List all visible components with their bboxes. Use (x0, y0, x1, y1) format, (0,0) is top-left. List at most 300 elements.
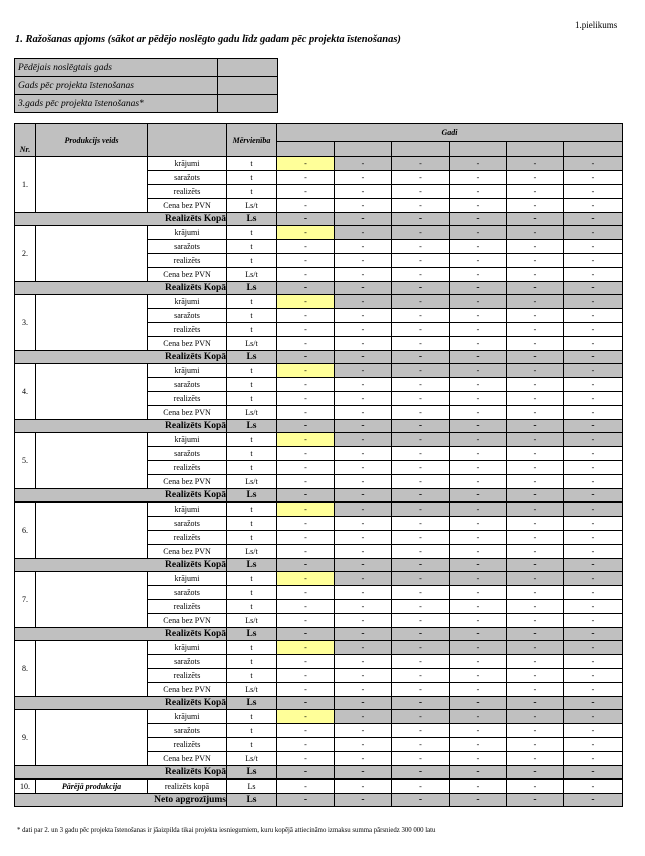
value-cell[interactable]: - (507, 240, 564, 254)
value-cell[interactable]: - (564, 669, 623, 683)
value-cell[interactable]: - (392, 641, 450, 655)
value-cell[interactable]: - (277, 655, 335, 669)
value-cell[interactable]: - (277, 295, 335, 309)
value-cell[interactable]: - (450, 295, 507, 309)
value-cell[interactable]: - (564, 240, 623, 254)
value-cell[interactable]: - (450, 710, 507, 724)
value-cell[interactable]: - (450, 254, 507, 268)
value-cell[interactable]: - (335, 433, 392, 447)
value-cell[interactable]: - (564, 392, 623, 406)
unit-cell: t (227, 323, 277, 337)
value-cell[interactable]: - (335, 655, 392, 669)
value-cell[interactable]: - (564, 545, 623, 559)
value-cell[interactable]: - (335, 268, 392, 282)
value-cell[interactable]: - (450, 378, 507, 392)
value-cell[interactable]: - (507, 157, 564, 171)
value-cell[interactable]: - (392, 323, 450, 337)
unit-cell: Ls/t (227, 683, 277, 697)
total-value: - (507, 628, 564, 641)
value-cell[interactable]: - (450, 157, 507, 171)
production-table (14, 123, 623, 807)
value-cell[interactable]: - (564, 364, 623, 378)
value-cell[interactable]: - (564, 738, 623, 752)
value-cell[interactable]: - (392, 683, 450, 697)
value-cell[interactable]: - (277, 502, 335, 517)
value-cell[interactable]: - (335, 254, 392, 268)
value-cell[interactable]: - (392, 309, 450, 323)
product-type-input[interactable] (36, 502, 148, 559)
row-label: Cena bez PVN (148, 752, 227, 766)
value-cell[interactable]: - (335, 779, 392, 794)
value-cell[interactable]: - (277, 517, 335, 531)
value-cell[interactable]: - (392, 226, 450, 240)
value-cell[interactable]: - (564, 323, 623, 337)
value-cell[interactable]: - (450, 600, 507, 614)
value-cell[interactable]: - (507, 433, 564, 447)
value-cell[interactable]: - (450, 572, 507, 586)
value-cell[interactable]: - (277, 545, 335, 559)
total-value: - (507, 697, 564, 710)
value-cell[interactable]: - (392, 669, 450, 683)
value-cell[interactable]: - (277, 710, 335, 724)
value-cell[interactable]: - (507, 199, 564, 213)
value-cell[interactable]: - (392, 724, 450, 738)
appendix-label: 1.pielikums (575, 20, 618, 30)
unit-cell: Ls/t (227, 406, 277, 420)
value-cell[interactable]: - (277, 461, 335, 475)
value-cell[interactable]: - (507, 171, 564, 185)
value-cell[interactable]: - (507, 254, 564, 268)
value-cell[interactable]: - (507, 779, 564, 794)
value-cell[interactable]: - (392, 254, 450, 268)
value-cell[interactable]: - (507, 545, 564, 559)
value-cell[interactable]: - (335, 502, 392, 517)
value-cell[interactable]: - (507, 614, 564, 628)
value-cell[interactable]: - (277, 364, 335, 378)
total-value: - (564, 282, 623, 295)
value-cell[interactable]: - (277, 392, 335, 406)
value-cell[interactable]: - (392, 475, 450, 489)
value-cell[interactable]: - (392, 406, 450, 420)
row-label: saražots (148, 447, 227, 461)
value-cell[interactable]: - (392, 337, 450, 351)
value-cell[interactable]: - (564, 517, 623, 531)
unit-cell: Ls (227, 779, 277, 794)
value-cell[interactable]: - (277, 171, 335, 185)
value-cell[interactable]: - (507, 710, 564, 724)
row-label: realizēts (148, 185, 227, 199)
value-cell[interactable]: - (507, 724, 564, 738)
value-cell[interactable]: - (507, 738, 564, 752)
row-label: krājumi (148, 502, 227, 517)
value-cell[interactable]: - (277, 752, 335, 766)
value-cell[interactable]: - (564, 406, 623, 420)
value-cell[interactable]: - (277, 323, 335, 337)
total-value: - (564, 628, 623, 641)
value-cell[interactable]: - (335, 683, 392, 697)
value-cell[interactable]: - (564, 171, 623, 185)
total-row (15, 420, 623, 433)
value-cell[interactable]: - (507, 655, 564, 669)
product-type-input[interactable] (36, 226, 148, 282)
unit-cell: t (227, 600, 277, 614)
value-cell[interactable]: - (277, 268, 335, 282)
info-value[interactable] (218, 95, 278, 113)
value-cell[interactable]: - (392, 157, 450, 171)
value-cell[interactable]: - (277, 185, 335, 199)
value-cell[interactable]: - (335, 738, 392, 752)
total-value: - (335, 559, 392, 572)
product-type-input[interactable] (36, 710, 148, 766)
value-cell[interactable]: - (564, 531, 623, 545)
row-label: krājumi (148, 710, 227, 724)
value-cell[interactable]: - (277, 600, 335, 614)
row-label: realizēts (148, 738, 227, 752)
total-value: - (277, 489, 335, 503)
value-cell[interactable]: - (450, 240, 507, 254)
value-cell[interactable]: - (392, 447, 450, 461)
value-cell[interactable]: - (450, 433, 507, 447)
value-cell[interactable]: - (277, 779, 335, 794)
product-type-input[interactable] (36, 433, 148, 489)
value-cell[interactable]: - (564, 614, 623, 628)
value-cell[interactable]: - (507, 517, 564, 531)
value-cell[interactable]: - (564, 641, 623, 655)
value-cell[interactable]: - (507, 364, 564, 378)
value-cell[interactable]: - (277, 669, 335, 683)
value-cell[interactable]: - (507, 323, 564, 337)
info-value[interactable] (218, 77, 278, 95)
table-row (15, 710, 623, 724)
value-cell[interactable]: - (335, 364, 392, 378)
table-row (15, 502, 623, 517)
product-type-input[interactable] (36, 364, 148, 420)
value-cell[interactable]: - (277, 406, 335, 420)
value-cell[interactable]: - (392, 531, 450, 545)
value-cell[interactable]: - (507, 641, 564, 655)
value-cell[interactable]: - (277, 199, 335, 213)
value-cell[interactable]: - (450, 738, 507, 752)
row-label: realizēts (148, 669, 227, 683)
value-cell[interactable]: - (335, 710, 392, 724)
value-cell[interactable]: - (450, 475, 507, 489)
value-cell[interactable]: - (450, 586, 507, 600)
value-cell[interactable]: - (507, 475, 564, 489)
value-cell[interactable]: - (564, 378, 623, 392)
group-number: 10. (15, 779, 36, 794)
value-cell[interactable]: - (335, 461, 392, 475)
value-cell[interactable]: - (335, 669, 392, 683)
value-cell[interactable]: - (450, 323, 507, 337)
value-cell[interactable]: - (335, 614, 392, 628)
value-cell[interactable]: - (564, 447, 623, 461)
unit-cell: t (227, 655, 277, 669)
value-cell[interactable]: - (277, 378, 335, 392)
value-cell[interactable]: - (564, 295, 623, 309)
value-cell[interactable]: - (335, 392, 392, 406)
value-cell[interactable]: - (450, 655, 507, 669)
unit-cell: t (227, 295, 277, 309)
row-label: Cena bez PVN (148, 406, 227, 420)
value-cell[interactable]: - (277, 475, 335, 489)
total-value: - (564, 697, 623, 710)
total-value: - (277, 420, 335, 433)
value-cell[interactable]: - (507, 669, 564, 683)
value-cell[interactable]: - (392, 752, 450, 766)
value-cell[interactable]: - (392, 655, 450, 669)
value-cell[interactable]: - (335, 309, 392, 323)
row-label: Cena bez PVN (148, 268, 227, 282)
value-cell[interactable]: - (450, 683, 507, 697)
value-cell[interactable]: - (450, 531, 507, 545)
value-cell[interactable]: - (335, 199, 392, 213)
value-cell[interactable]: - (450, 614, 507, 628)
value-cell[interactable]: - (564, 226, 623, 240)
unit-cell: t (227, 572, 277, 586)
row-label: realizēts (148, 323, 227, 337)
total-row (15, 559, 623, 572)
value-cell[interactable]: - (392, 614, 450, 628)
value-cell[interactable]: - (392, 600, 450, 614)
value-cell[interactable]: - (564, 337, 623, 351)
total-value: - (335, 282, 392, 295)
value-cell[interactable]: - (392, 295, 450, 309)
value-cell[interactable]: - (335, 600, 392, 614)
value-cell[interactable]: - (335, 531, 392, 545)
value-cell[interactable]: - (335, 406, 392, 420)
unit-cell: t (227, 724, 277, 738)
value-cell[interactable]: - (392, 364, 450, 378)
row-label: Cena bez PVN (148, 683, 227, 697)
net-value: - (277, 794, 335, 807)
value-cell[interactable]: - (392, 572, 450, 586)
value-cell[interactable]: - (335, 752, 392, 766)
value-cell[interactable]: - (564, 475, 623, 489)
value-cell[interactable]: - (392, 171, 450, 185)
value-cell[interactable]: - (564, 157, 623, 171)
value-cell[interactable]: - (564, 199, 623, 213)
value-cell[interactable]: - (277, 157, 335, 171)
value-cell[interactable]: - (450, 517, 507, 531)
value-cell[interactable]: - (507, 502, 564, 517)
value-cell[interactable]: - (450, 779, 507, 794)
value-cell[interactable]: - (392, 240, 450, 254)
product-type-input[interactable] (36, 641, 148, 697)
row-label: Cena bez PVN (148, 475, 227, 489)
value-cell[interactable]: - (277, 240, 335, 254)
value-cell[interactable]: - (335, 171, 392, 185)
product-type-input[interactable] (36, 572, 148, 628)
value-cell[interactable]: - (392, 710, 450, 724)
value-cell[interactable]: - (335, 157, 392, 171)
value-cell[interactable]: - (564, 752, 623, 766)
row-label: saražots (148, 517, 227, 531)
value-cell[interactable]: - (450, 724, 507, 738)
value-cell[interactable]: - (277, 724, 335, 738)
value-cell[interactable]: - (507, 268, 564, 282)
value-cell[interactable]: - (392, 502, 450, 517)
unit-cell: t (227, 378, 277, 392)
value-cell[interactable]: - (564, 185, 623, 199)
row-label: Cena bez PVN (148, 337, 227, 351)
value-cell[interactable]: - (277, 614, 335, 628)
total-value: - (277, 559, 335, 572)
value-cell[interactable]: - (392, 433, 450, 447)
value-cell[interactable]: - (564, 600, 623, 614)
value-cell[interactable]: - (450, 392, 507, 406)
product-type-input[interactable] (36, 157, 148, 213)
total-value: - (507, 351, 564, 364)
value-cell[interactable]: - (450, 447, 507, 461)
value-cell[interactable]: - (335, 240, 392, 254)
value-cell[interactable]: - (450, 364, 507, 378)
value-cell[interactable]: - (277, 226, 335, 240)
value-cell[interactable]: - (335, 572, 392, 586)
value-cell[interactable]: - (507, 295, 564, 309)
value-cell[interactable]: - (450, 309, 507, 323)
value-cell[interactable]: - (335, 323, 392, 337)
value-cell[interactable]: - (507, 586, 564, 600)
value-cell[interactable]: - (450, 185, 507, 199)
value-cell[interactable]: - (450, 461, 507, 475)
table-row (15, 157, 623, 171)
unit-cell: t (227, 171, 277, 185)
row-label: saražots (148, 240, 227, 254)
value-cell[interactable]: - (392, 545, 450, 559)
value-cell[interactable]: - (392, 378, 450, 392)
total-value: - (564, 420, 623, 433)
value-cell[interactable]: - (335, 337, 392, 351)
info-value[interactable] (218, 59, 278, 77)
product-type-input[interactable] (36, 295, 148, 351)
table-row (15, 226, 623, 240)
value-cell[interactable]: - (507, 406, 564, 420)
value-cell[interactable]: - (392, 268, 450, 282)
value-cell[interactable]: - (392, 517, 450, 531)
value-cell[interactable]: - (335, 586, 392, 600)
value-cell[interactable]: - (392, 779, 450, 794)
value-cell[interactable]: - (507, 337, 564, 351)
page-title: 1. Ražošanas apjoms (sākot ar pēdējo noslēgto gadu līdz gadam pēc projekta īstenošanas) (15, 34, 401, 45)
value-cell[interactable]: - (450, 199, 507, 213)
total-value: - (507, 489, 564, 503)
value-cell[interactable]: - (564, 572, 623, 586)
value-cell[interactable]: - (564, 268, 623, 282)
value-cell[interactable]: - (564, 724, 623, 738)
value-cell[interactable]: - (392, 586, 450, 600)
total-value: - (564, 489, 623, 503)
header-blank (148, 124, 227, 157)
unit-cell: Ls/t (227, 475, 277, 489)
value-cell[interactable]: - (507, 461, 564, 475)
value-cell[interactable]: - (507, 531, 564, 545)
value-cell[interactable]: - (335, 641, 392, 655)
value-cell[interactable]: - (507, 378, 564, 392)
total-label: Realizēts Kopā (15, 766, 227, 780)
value-cell[interactable]: - (450, 226, 507, 240)
total-value: - (335, 213, 392, 226)
value-cell[interactable]: - (450, 752, 507, 766)
value-cell[interactable]: - (277, 254, 335, 268)
value-cell[interactable]: - (564, 655, 623, 669)
value-cell[interactable]: - (564, 461, 623, 475)
value-cell[interactable]: - (392, 185, 450, 199)
value-cell[interactable]: - (507, 185, 564, 199)
value-cell[interactable]: - (450, 502, 507, 517)
value-cell[interactable]: - (450, 171, 507, 185)
value-cell[interactable]: - (335, 545, 392, 559)
value-cell[interactable]: - (507, 447, 564, 461)
value-cell[interactable]: - (277, 683, 335, 697)
value-cell[interactable]: - (564, 309, 623, 323)
value-cell[interactable]: - (392, 392, 450, 406)
value-cell[interactable]: - (450, 641, 507, 655)
value-cell[interactable]: - (335, 724, 392, 738)
value-cell[interactable]: - (277, 309, 335, 323)
value-cell[interactable]: - (335, 517, 392, 531)
value-cell[interactable]: - (507, 572, 564, 586)
value-cell[interactable]: - (564, 254, 623, 268)
value-cell[interactable]: - (450, 545, 507, 559)
value-cell[interactable]: - (335, 378, 392, 392)
total-value: - (392, 628, 450, 641)
value-cell[interactable]: - (277, 641, 335, 655)
group-number: 9. (15, 710, 36, 766)
value-cell[interactable]: - (507, 683, 564, 697)
value-cell[interactable]: - (392, 738, 450, 752)
value-cell[interactable]: - (335, 475, 392, 489)
value-cell[interactable]: - (564, 779, 623, 794)
value-cell[interactable]: - (564, 502, 623, 517)
value-cell[interactable]: - (335, 185, 392, 199)
value-cell[interactable]: - (450, 337, 507, 351)
value-cell[interactable]: - (564, 586, 623, 600)
value-cell[interactable]: - (335, 226, 392, 240)
total-value: - (564, 351, 623, 364)
value-cell[interactable]: - (450, 268, 507, 282)
total-value: - (335, 351, 392, 364)
value-cell[interactable]: - (564, 433, 623, 447)
value-cell[interactable]: - (277, 586, 335, 600)
value-cell[interactable]: - (564, 710, 623, 724)
value-cell[interactable]: - (564, 683, 623, 697)
total-value: - (277, 628, 335, 641)
value-cell[interactable]: - (277, 337, 335, 351)
row-label: krājumi (148, 641, 227, 655)
value-cell[interactable]: - (450, 669, 507, 683)
value-cell[interactable]: - (507, 752, 564, 766)
value-cell[interactable]: - (507, 309, 564, 323)
value-cell[interactable]: - (392, 461, 450, 475)
value-cell[interactable]: - (277, 433, 335, 447)
value-cell[interactable]: - (507, 392, 564, 406)
row-label: realizēts (148, 600, 227, 614)
total-value: - (507, 559, 564, 572)
total-value: - (392, 420, 450, 433)
value-cell[interactable]: - (277, 738, 335, 752)
value-cell[interactable]: - (277, 447, 335, 461)
value-cell[interactable]: - (507, 600, 564, 614)
value-cell[interactable]: - (392, 199, 450, 213)
total-value: - (507, 282, 564, 295)
value-cell[interactable]: - (335, 295, 392, 309)
total-value: - (335, 697, 392, 710)
value-cell[interactable]: - (507, 226, 564, 240)
value-cell[interactable]: - (450, 406, 507, 420)
value-cell[interactable]: - (335, 447, 392, 461)
value-cell[interactable]: - (277, 531, 335, 545)
value-cell[interactable]: - (277, 572, 335, 586)
